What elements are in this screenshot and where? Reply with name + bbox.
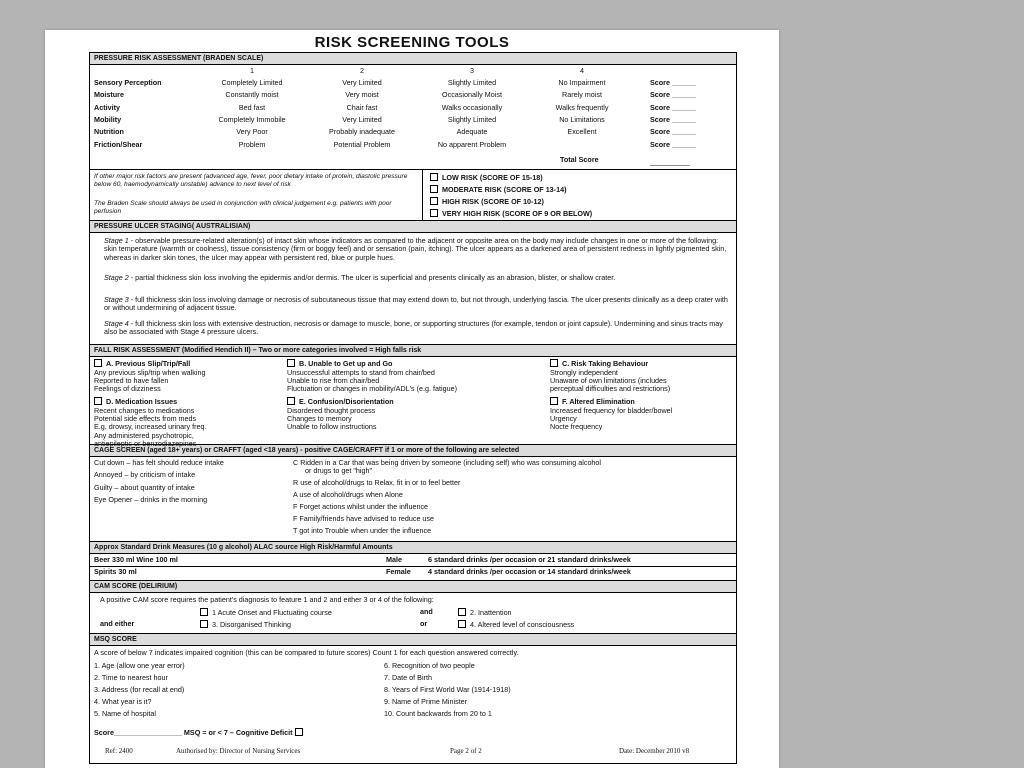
- braden-total-field[interactable]: __________: [650, 157, 690, 166]
- cam-item-2: [458, 608, 512, 617]
- stage-paragraph: [104, 237, 728, 262]
- drinks-spirits: Spirits 30 ml: [94, 567, 137, 576]
- braden-score-field[interactable]: Score ______: [650, 114, 696, 124]
- risk-checkbox[interactable]: [430, 197, 438, 205]
- cam-item-1-label: 1 Acute Onset and Fluctuating course: [212, 608, 332, 617]
- msq-question: 6. Recognition of two people: [384, 661, 475, 670]
- msq-question: 2. Time to nearest hour: [94, 673, 168, 682]
- risk-form: [89, 52, 737, 764]
- fall-item: Reported to have fallen: [94, 376, 169, 386]
- braden-row-label: Moisture: [94, 90, 124, 100]
- cam-item-4-checkbox[interactable]: [458, 620, 466, 628]
- fall-item: Unsuccessful attempts to stand from chair/bed: [287, 368, 435, 377]
- fall-item: Changes to memory: [287, 414, 352, 424]
- braden-col-header: 1: [250, 66, 254, 75]
- braden-row-label: Mobility: [94, 114, 122, 124]
- msq-intro: A score of below 7 indicates impaired cognition (this can be compared to future scores) Count 1 for each question answered correctly.: [94, 648, 519, 657]
- cam-or: or: [420, 619, 428, 628]
- stage-name: Stage 4: [104, 319, 129, 328]
- msq-question: 5. Name of hospital: [94, 709, 156, 718]
- braden-cell: Completely Limited: [221, 78, 283, 87]
- footer-ref: Ref: 2400: [105, 747, 133, 755]
- cage-section: [90, 457, 736, 541]
- msq-header: MSQ SCORE: [90, 633, 736, 646]
- fall-item: Feelings of dizziness: [94, 384, 161, 394]
- footer-authorised: Authorised by: Director of Nursing Services: [176, 747, 301, 755]
- fall-title-text: A. Previous Slip/Trip/Fall: [106, 359, 191, 368]
- braden-cell: Adequate: [456, 127, 488, 137]
- crafft-item: C Ridden in a Car that was being driven by someone (including self) who was consuming alcohol: [293, 458, 602, 467]
- cam-section: [90, 593, 736, 633]
- braden-cell: Probably inadequate: [329, 127, 395, 137]
- fall-item: Recent changes to medications: [94, 406, 195, 415]
- braden-col-header: 4: [580, 66, 584, 75]
- msq-section: [90, 646, 736, 741]
- footer-date: Date: December 2010 v8: [619, 747, 690, 755]
- cam-item-2-label: 2. Inattention: [470, 608, 512, 617]
- braden-note-1: If other major risk factors are present (advanced age, fever, poor dietary intake of protein, diastolic pressure below 60, haemodynamically unstable) advance to next level of risk: [94, 173, 408, 188]
- braden-col-header: 3: [470, 66, 474, 75]
- fall-checkbox[interactable]: [550, 397, 558, 405]
- braden-table: [90, 65, 736, 169]
- fall-item: Any administered psychotropic,: [94, 430, 194, 440]
- cage-item: Guilty – about quantity of intake: [94, 483, 195, 492]
- msq-score-text: Score_________________ MSQ = or < 7 – Cognitive Deficit: [94, 728, 293, 737]
- risk-label: VERY HIGH RISK (SCORE OF 9 OR BELOW): [442, 209, 593, 218]
- braden-cell: Chair fast: [346, 102, 378, 112]
- braden-col-header: 2: [360, 66, 364, 75]
- fall-item: Unaware of own limitations (includes: [550, 376, 667, 386]
- cage-item: Cut down – has felt should reduce intake: [94, 458, 224, 467]
- braden-score-field[interactable]: Score ______: [650, 90, 696, 100]
- cam-item-3: [200, 620, 291, 629]
- braden-score-field[interactable]: Score ______: [650, 127, 696, 137]
- fall-item: Any previous slip/trip when walking: [94, 368, 206, 377]
- msq-question: 9. Name of Prime Minister: [384, 697, 468, 706]
- stage-paragraph: [104, 320, 728, 337]
- drinks-female-text: 4 standard drinks /per occasion or 14 standard drinks/week: [428, 567, 631, 576]
- drinks-male-label: Male: [386, 555, 402, 564]
- braden-notes: [90, 169, 736, 220]
- braden-cell: No Impairment: [558, 78, 606, 87]
- fall-item: E.g. drowsy, increased urinary freq.: [94, 422, 207, 432]
- fall-title-text: F. Altered Elimination: [562, 397, 635, 406]
- cam-item-3-checkbox[interactable]: [200, 620, 208, 628]
- cam-and: and: [420, 607, 433, 616]
- cam-item-2-checkbox[interactable]: [458, 608, 466, 616]
- risk-divider: [422, 170, 423, 220]
- fall-item: Strongly independent: [550, 368, 618, 377]
- fall-item: Nocte frequency: [550, 422, 603, 432]
- stage-text: - full thickness skin loss with extensive destruction, necrosis or damage to muscle, bone, or supporting structures (for example, tendon or joint capsule). Undermining and sinus tracts may also be associated with Stage 4 pressure ulcers.: [104, 319, 723, 337]
- fall-group-title: [550, 397, 635, 406]
- fall-checkbox[interactable]: [94, 359, 102, 367]
- stage-text: - observable pressure-related alteration(s) of intact skin whose indicators as compared to the adjacent or opposite area on the body may include changes in one or more of the following: skin temperature (warmth or coolness), tissue consistency (firm or boggy feel) and or sensation (pain, itching). The ulcer appears as a darkened area of persistent redness in lightly pigmented skin, whereas in darker skin tones, the ulcer may appear with persistent red, blue or purple hues.: [104, 236, 727, 262]
- braden-cell: Potential Problem: [333, 139, 391, 149]
- cage-header: CAGE SCREEN (aged 18+ years) or CRAFFT (aged <18 years) - positive CAGE/CRAFFT if 1 or more of the following are selected: [90, 444, 736, 457]
- risk-checkbox[interactable]: [430, 173, 438, 181]
- stage-text: - partial thickness skin loss involving the epidermis and/or dermis. The ulcer is superficial and presents clinically as an abrasion, blister, or shallow crater.: [128, 273, 616, 282]
- risk-label: LOW RISK (SCORE OF 15-18): [442, 173, 543, 182]
- braden-cell: Slightly Limited: [447, 78, 497, 87]
- braden-score-field[interactable]: Score ______: [650, 78, 696, 87]
- fall-item: Increased frequency for bladder/bowel: [550, 406, 673, 415]
- braden-note-2: The Braden Scale should always be used in conjunction with clinical judgement e.g. patients with poor perfusion: [94, 200, 392, 215]
- stage-name: Stage 1: [104, 236, 129, 245]
- fall-item: Urgency: [550, 414, 577, 424]
- risk-option: [430, 185, 566, 194]
- staging-header: PRESSURE ULCER STAGING( AUSTRALISIAN): [90, 220, 736, 233]
- drinks-beer-wine: Beer 330 ml Wine 100 ml: [94, 555, 178, 564]
- braden-total-label: Total Score: [560, 155, 599, 164]
- crafft-item: T got into Trouble when under the influence: [293, 526, 432, 535]
- crafft-item: A use of alcohol/drugs when Alone: [293, 490, 403, 499]
- crafft-item: or drugs to get "high": [305, 466, 373, 475]
- fall-checkbox[interactable]: [550, 359, 558, 367]
- fall-group-title: [94, 397, 177, 406]
- drinks-section: [90, 554, 736, 580]
- braden-cell: Very Limited: [342, 78, 382, 87]
- braden-row-label: Sensory Perception: [94, 78, 162, 87]
- braden-cell: Very Poor: [236, 127, 268, 137]
- fall-item: perceptual difficulties and restrictions): [550, 384, 671, 394]
- braden-row-label: Friction/Shear: [94, 139, 143, 149]
- drinks-header: Approx Standard Drink Measures (10 g alcohol) ALAC source High Risk/Harmful Amounts: [90, 541, 736, 554]
- drinks-male-text: 6 standard drinks /per occasion or 21 standard drinks/week: [428, 555, 631, 564]
- braden-header: PRESSURE RISK ASSESSMENT (BRADEN SCALE): [90, 53, 736, 65]
- stage-name: Stage 3: [104, 295, 129, 304]
- fall-title-text: B. Unable to Get up and Go: [299, 359, 393, 368]
- braden-cell: No Limitations: [559, 114, 605, 124]
- fall-group-title: [287, 359, 392, 368]
- cam-item-4-label: 4. Altered level of consciousness: [470, 620, 575, 629]
- fall-item: antiepileptic or benzodiazepines: [94, 438, 197, 448]
- braden-score-field[interactable]: Score ______: [650, 102, 696, 112]
- fall-group-title: [550, 359, 648, 368]
- fall-item: Fluctuation or changes in mobility/ADL's (e.g. fatigue): [287, 384, 457, 394]
- drinks-divider: [90, 566, 736, 567]
- fall-title-text: C. Risk Taking Behaviour: [562, 359, 649, 368]
- braden-cell: Problem: [238, 139, 266, 149]
- msq-question: 1. Age (allow one year error): [94, 661, 185, 670]
- braden-cell: Excellent: [567, 127, 597, 137]
- cam-item-3-label: 3. Disorganised Thinking: [212, 620, 291, 629]
- crafft-item: R use of alcohol/drugs to Relax, fit in or to feel better: [293, 478, 461, 487]
- braden-cell: No apparent Problem: [437, 139, 507, 149]
- document-title: RISK SCREENING TOOLS: [314, 34, 510, 51]
- risk-label: HIGH RISK (SCORE OF 10-12): [442, 197, 544, 206]
- cage-item: Eye Opener – drinks in the morning: [94, 495, 208, 504]
- msq-question: 10. Count backwards from 20 to 1: [384, 709, 492, 718]
- risk-option: [430, 197, 544, 206]
- stage-text: - full thickness skin loss involving damage or necrosis of subcutaneous tissue that may extend down to, but not through, underlying fascia. The ulcer presents clinically as a deep crater with or without undermining of adjacent tissue.: [104, 295, 728, 313]
- fall-item: Unable to rise from chair/bed: [287, 376, 380, 386]
- braden-score-field[interactable]: Score ______: [650, 139, 696, 149]
- drinks-female-label: Female: [386, 567, 411, 576]
- risk-option: [430, 173, 543, 182]
- braden-cell: Occasionally Moist: [442, 90, 502, 100]
- fall-section: [90, 357, 736, 448]
- braden-cell: Bed fast: [238, 102, 266, 112]
- cam-intro: A positive CAM score requires the patient's diagnosis to feature 1 and 2 and either 3 or 4 of the following:: [100, 595, 434, 604]
- fall-item: Disordered thought process: [287, 406, 376, 415]
- risk-option: [430, 209, 592, 218]
- cam-item-1: [200, 608, 332, 617]
- cam-header: CAM SCORE (DELIRIUM): [90, 580, 736, 593]
- braden-cell: Very moist: [345, 90, 379, 100]
- braden-cell: Walks frequently: [555, 102, 609, 112]
- fall-item: Unable to follow instructions: [287, 422, 377, 432]
- footer-page: Page 2 of 2: [450, 747, 482, 755]
- msq-question: 4. What year is it?: [94, 697, 152, 706]
- fall-group-title: [287, 397, 394, 406]
- cam-and-either: and either: [100, 619, 135, 628]
- stage-name: Stage 2: [104, 273, 129, 282]
- msq-score-line: [94, 728, 307, 737]
- risk-checkbox[interactable]: [430, 209, 438, 217]
- braden-cell: Very Limited: [342, 114, 382, 124]
- risk-label: MODERATE RISK (SCORE OF 13-14): [442, 185, 567, 194]
- fall-checkbox[interactable]: [287, 359, 295, 367]
- msq-deficit-checkbox[interactable]: [295, 728, 303, 736]
- fall-header: FALL RISK ASSESSMENT (Modified Hendich II) – Two or more categories involved = High falls risk: [90, 344, 736, 357]
- fall-checkbox[interactable]: [287, 397, 295, 405]
- crafft-item: F Forget actions whilst under the influence: [293, 502, 429, 511]
- braden-cell: Rarely moist: [562, 90, 602, 100]
- msq-question: 7. Date of Birth: [384, 673, 432, 682]
- fall-group-title: [94, 359, 190, 368]
- stage-paragraph: [104, 296, 728, 313]
- msq-question: 3. Address (for recall at end): [94, 685, 185, 694]
- fall-title-text: E. Confusion/Disorientation: [299, 397, 394, 406]
- document-page: [45, 30, 779, 768]
- cage-item: Annoyed – by criticism of intake: [94, 470, 196, 479]
- fall-checkbox[interactable]: [94, 397, 102, 405]
- cam-item-4: [458, 620, 574, 629]
- staging-section: [90, 233, 736, 344]
- braden-row-label: Nutrition: [94, 127, 124, 137]
- crafft-item: F Family/friends have advised to reduce use: [293, 514, 435, 523]
- braden-cell: Completely Immobile: [218, 114, 286, 124]
- stage-paragraph: [104, 274, 728, 282]
- fall-item: Potential side effects from meds: [94, 414, 197, 424]
- braden-cell: Walks occasionally: [441, 102, 503, 112]
- braden-row-label: Activity: [94, 102, 120, 112]
- braden-cell: Slightly Limited: [447, 114, 497, 124]
- cam-item-1-checkbox[interactable]: [200, 608, 208, 616]
- fall-title-text: D. Medication Issues: [106, 397, 178, 406]
- braden-cell: Constantly moist: [225, 90, 279, 100]
- msq-question: 8. Years of First World War (1914-1918): [384, 685, 511, 694]
- risk-checkbox[interactable]: [430, 185, 438, 193]
